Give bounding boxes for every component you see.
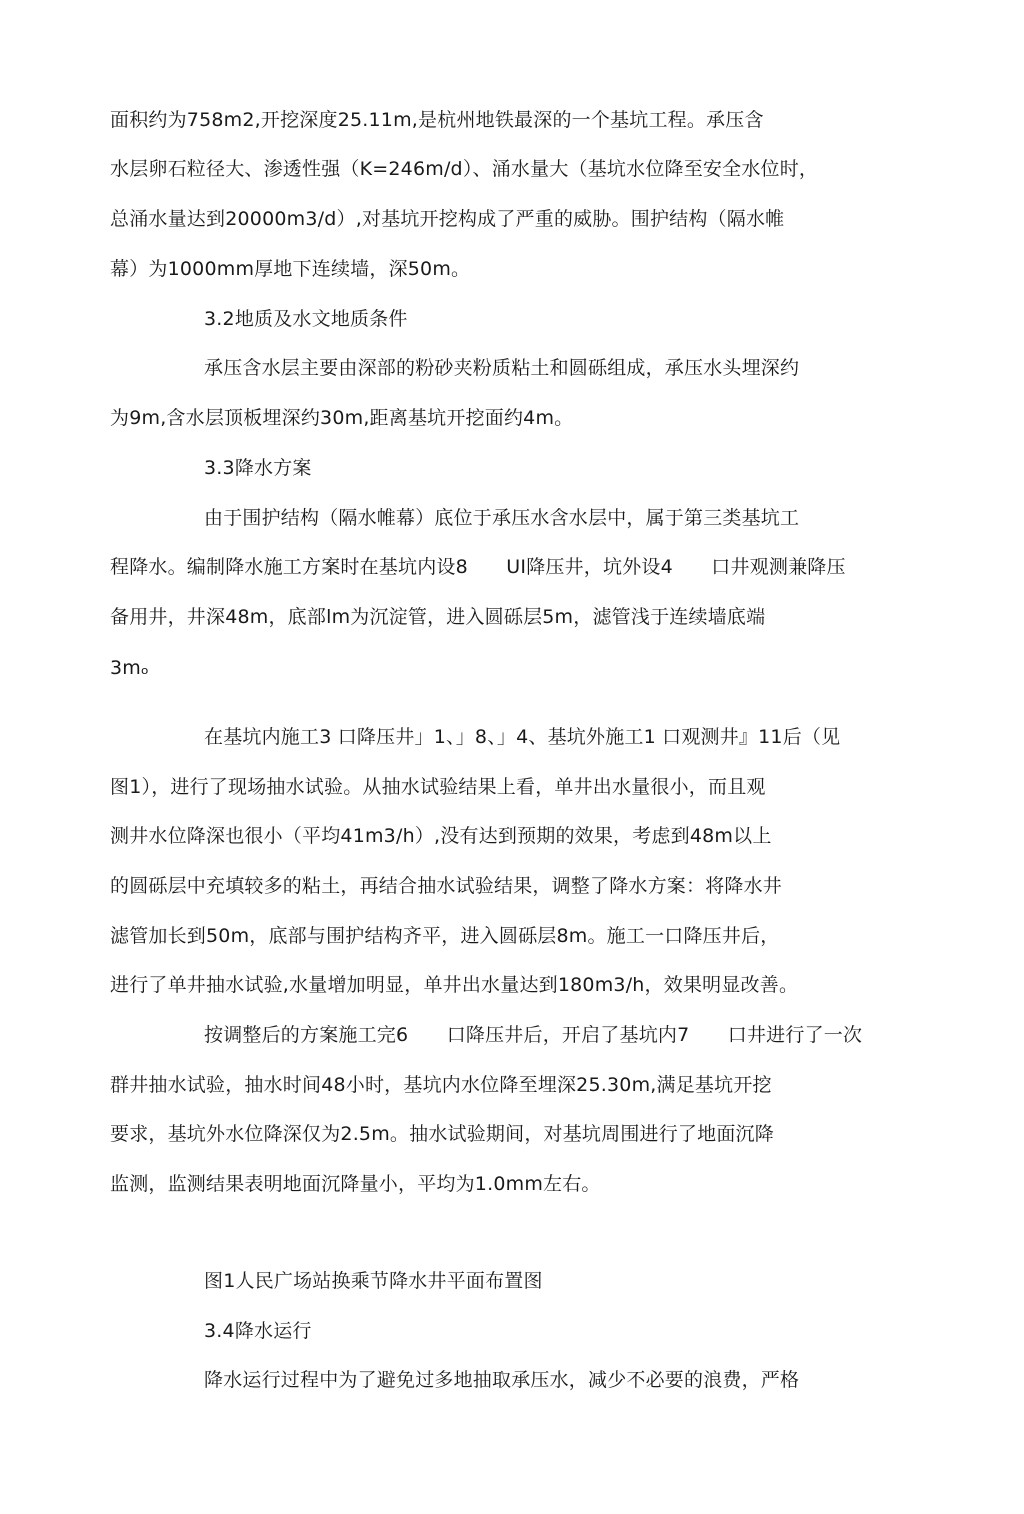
paragraph-line: 承压含水层主要由深部的粉砂夹粉质粘土和圆砾组成，承压水头埋深约 [204, 357, 800, 379]
paragraph-line: 要求，基坑外水位降深仅为2.5m。抽水试验期间，对基坑周围进行了地面沉降 [110, 1123, 774, 1145]
paragraph-line: 程降水。编制降水施工方案时在基坑内设8 UI降压井，坑外设4 口井观测兼降压 [110, 556, 846, 578]
paragraph-line: 图1），进行了现场抽水试验。从抽水试验结果上看，单井出水量很小，而且观 [110, 776, 766, 798]
paragraph-line: 总涌水量达到20000m3/d）,对基坑开挖构成了严重的威胁。围护结构（隔水帷 [110, 208, 785, 230]
paragraph-line: 由于围护结构（隔水帷幕）底位于承压水含水层中，属于第三类基坑工 [204, 507, 800, 529]
paragraph-line: 为9m,含水层顶板埋深约30m,距离基坑开挖面约4m。 [110, 407, 574, 429]
paragraph-line: 按调整后的方案施工完6 口降压井后，开启了基坑内7 口井进行了一次 [204, 1024, 863, 1046]
paragraph-line: 水层卵石粒径大、渗透性强（K=246m/d）、涌水量大（基坑水位降至安全水位时， [110, 158, 819, 180]
paragraph-line: 备用井，井深48m，底部lm为沉淀管，进入圆砾层5m，滤管浅于连续墙底端 [110, 606, 766, 628]
paragraph-line: 进行了单井抽水试验,水量增加明显，单井出水量达到180m3/h，效果明显改善。 [110, 974, 799, 996]
section-heading: 3.3降水方案 [204, 457, 312, 479]
paragraph-line: 3mₒ [110, 657, 150, 679]
section-heading: 3.4降水运行 [204, 1320, 312, 1342]
paragraph-line: 群井抽水试验，抽水时间48小时，基坑内水位降至埋深25.30m,满足基坑开挖 [110, 1074, 772, 1096]
paragraph-line: 幕）为1000mm厚地下连续墙，深50m。 [110, 258, 471, 280]
paragraph-line: 测井水位降深也很小（平均41m3/h）,没有达到预期的效果，考虑到48m以上 [110, 825, 772, 847]
paragraph-line: 面积约为758m2,开挖深度25.11m,是杭州地铁最深的一个基坑工程。承压含 [110, 109, 764, 131]
paragraph-line: 监测，监测结果表明地面沉降量小，平均为1.0mm左右。 [110, 1173, 601, 1195]
paragraph-line: 的圆砾层中充填较多的粘土，再结合抽水试验结果，调整了降水方案：将降水井 [110, 875, 783, 897]
figure-caption: 图1人民广场站换乘节降水井平面布置图 [204, 1270, 543, 1292]
paragraph-line: 滤管加长到50m，底部与围护结构齐平，进入圆砾层8m。施工一口降压井后， [110, 925, 780, 947]
paragraph-line: 在基坑内施工3 口降压井」1、」8、」4、基坑外施工1 口观测井』11后（见 [204, 726, 841, 748]
paragraph-line: 降水运行过程中为了避免过多地抽取承压水，减少不必要的浪费，严格 [204, 1369, 800, 1391]
section-heading: 3.2地质及水文地质条件 [204, 308, 408, 330]
